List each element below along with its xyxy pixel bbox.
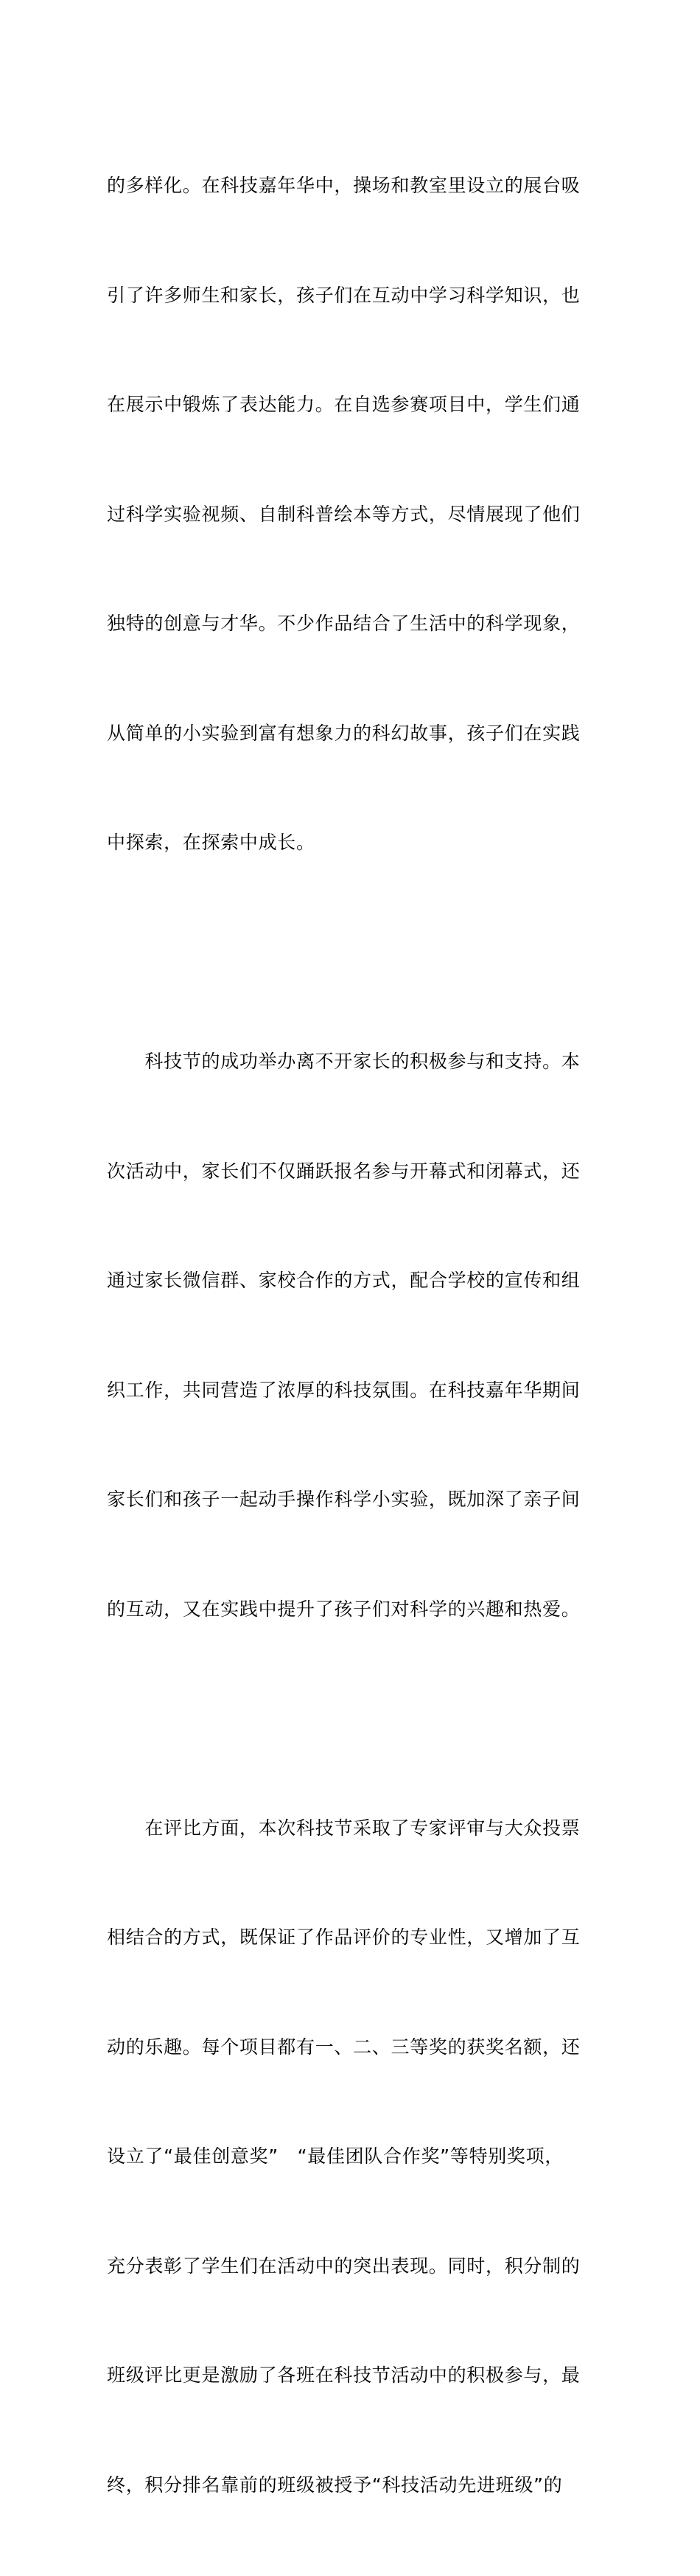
text-line: 设立了“最佳创意奖” “最佳团队合作奖”等特别奖项，	[107, 2138, 597, 2175]
paragraph-2	[107, 970, 597, 1700]
text-line: 科技节的成功举办离不开家长的积极参与和支持。本	[107, 1043, 597, 1080]
text-line: 织工作，共同营造了浓厚的科技氛围。在科技嘉年华期间	[107, 1372, 597, 1409]
paragraph-spacer	[107, 1700, 597, 1737]
text-line: 从简单的小实验到富有想象力的科幻故事，孩子们在实践	[107, 715, 597, 752]
text-line: 班级评比更是激励了各班在科技节活动中的积极参与，最	[107, 2357, 597, 2394]
text-line: 终，积分排名靠前的班级被授予“科技活动先进班级”的	[107, 2467, 597, 2504]
paragraph-1	[107, 94, 597, 934]
text-line: 充分表彰了学生们在活动中的突出表现。同时，积分制的	[107, 2248, 597, 2285]
text-line: 过科学实验视频、自制科普绘本等方式，尽情展现了他们	[107, 496, 597, 533]
text-line: 独特的创意与才华。不少作品结合了生活中的科学现象，	[107, 605, 597, 642]
text-line: 在展示中锻炼了表达能力。在自选参赛项目中，学生们通	[107, 386, 597, 423]
text-line: 次活动中，家长们不仅踊跃报名参与开幕式和闭幕式，还	[107, 1153, 597, 1190]
text-line: 动的乐趣。每个项目都有一、二、三等奖的获奖名额，还	[107, 2029, 597, 2066]
text-line: 相结合的方式，既保证了作品评价的专业性，又增加了互	[107, 1919, 597, 1956]
text-line: 在评比方面，本次科技节采取了专家评审与大众投票	[107, 1810, 597, 1847]
text-line: 家长们和孩子一起动手操作科学小实验，既加深了亲子间	[107, 1481, 597, 1518]
text-line: 引了许多师生和家长，孩子们在互动中学习科学知识，也	[107, 277, 597, 314]
text-line: 的互动，又在实践中提升了孩子们对科学的兴趣和热爱。	[107, 1591, 597, 1628]
text-line: 中探索，在探索中成长。	[107, 824, 597, 861]
document-body	[107, 94, 597, 2576]
document-page	[0, 0, 700, 991]
paragraph-spacer	[107, 934, 597, 971]
text-line: 的多样化。在科技嘉年华中，操场和教室里设立的展台吸	[107, 167, 597, 204]
text-line: 通过家长微信群、家校合作的方式，配合学校的宣传和组	[107, 1262, 597, 1299]
paragraph-3	[107, 1737, 597, 2576]
